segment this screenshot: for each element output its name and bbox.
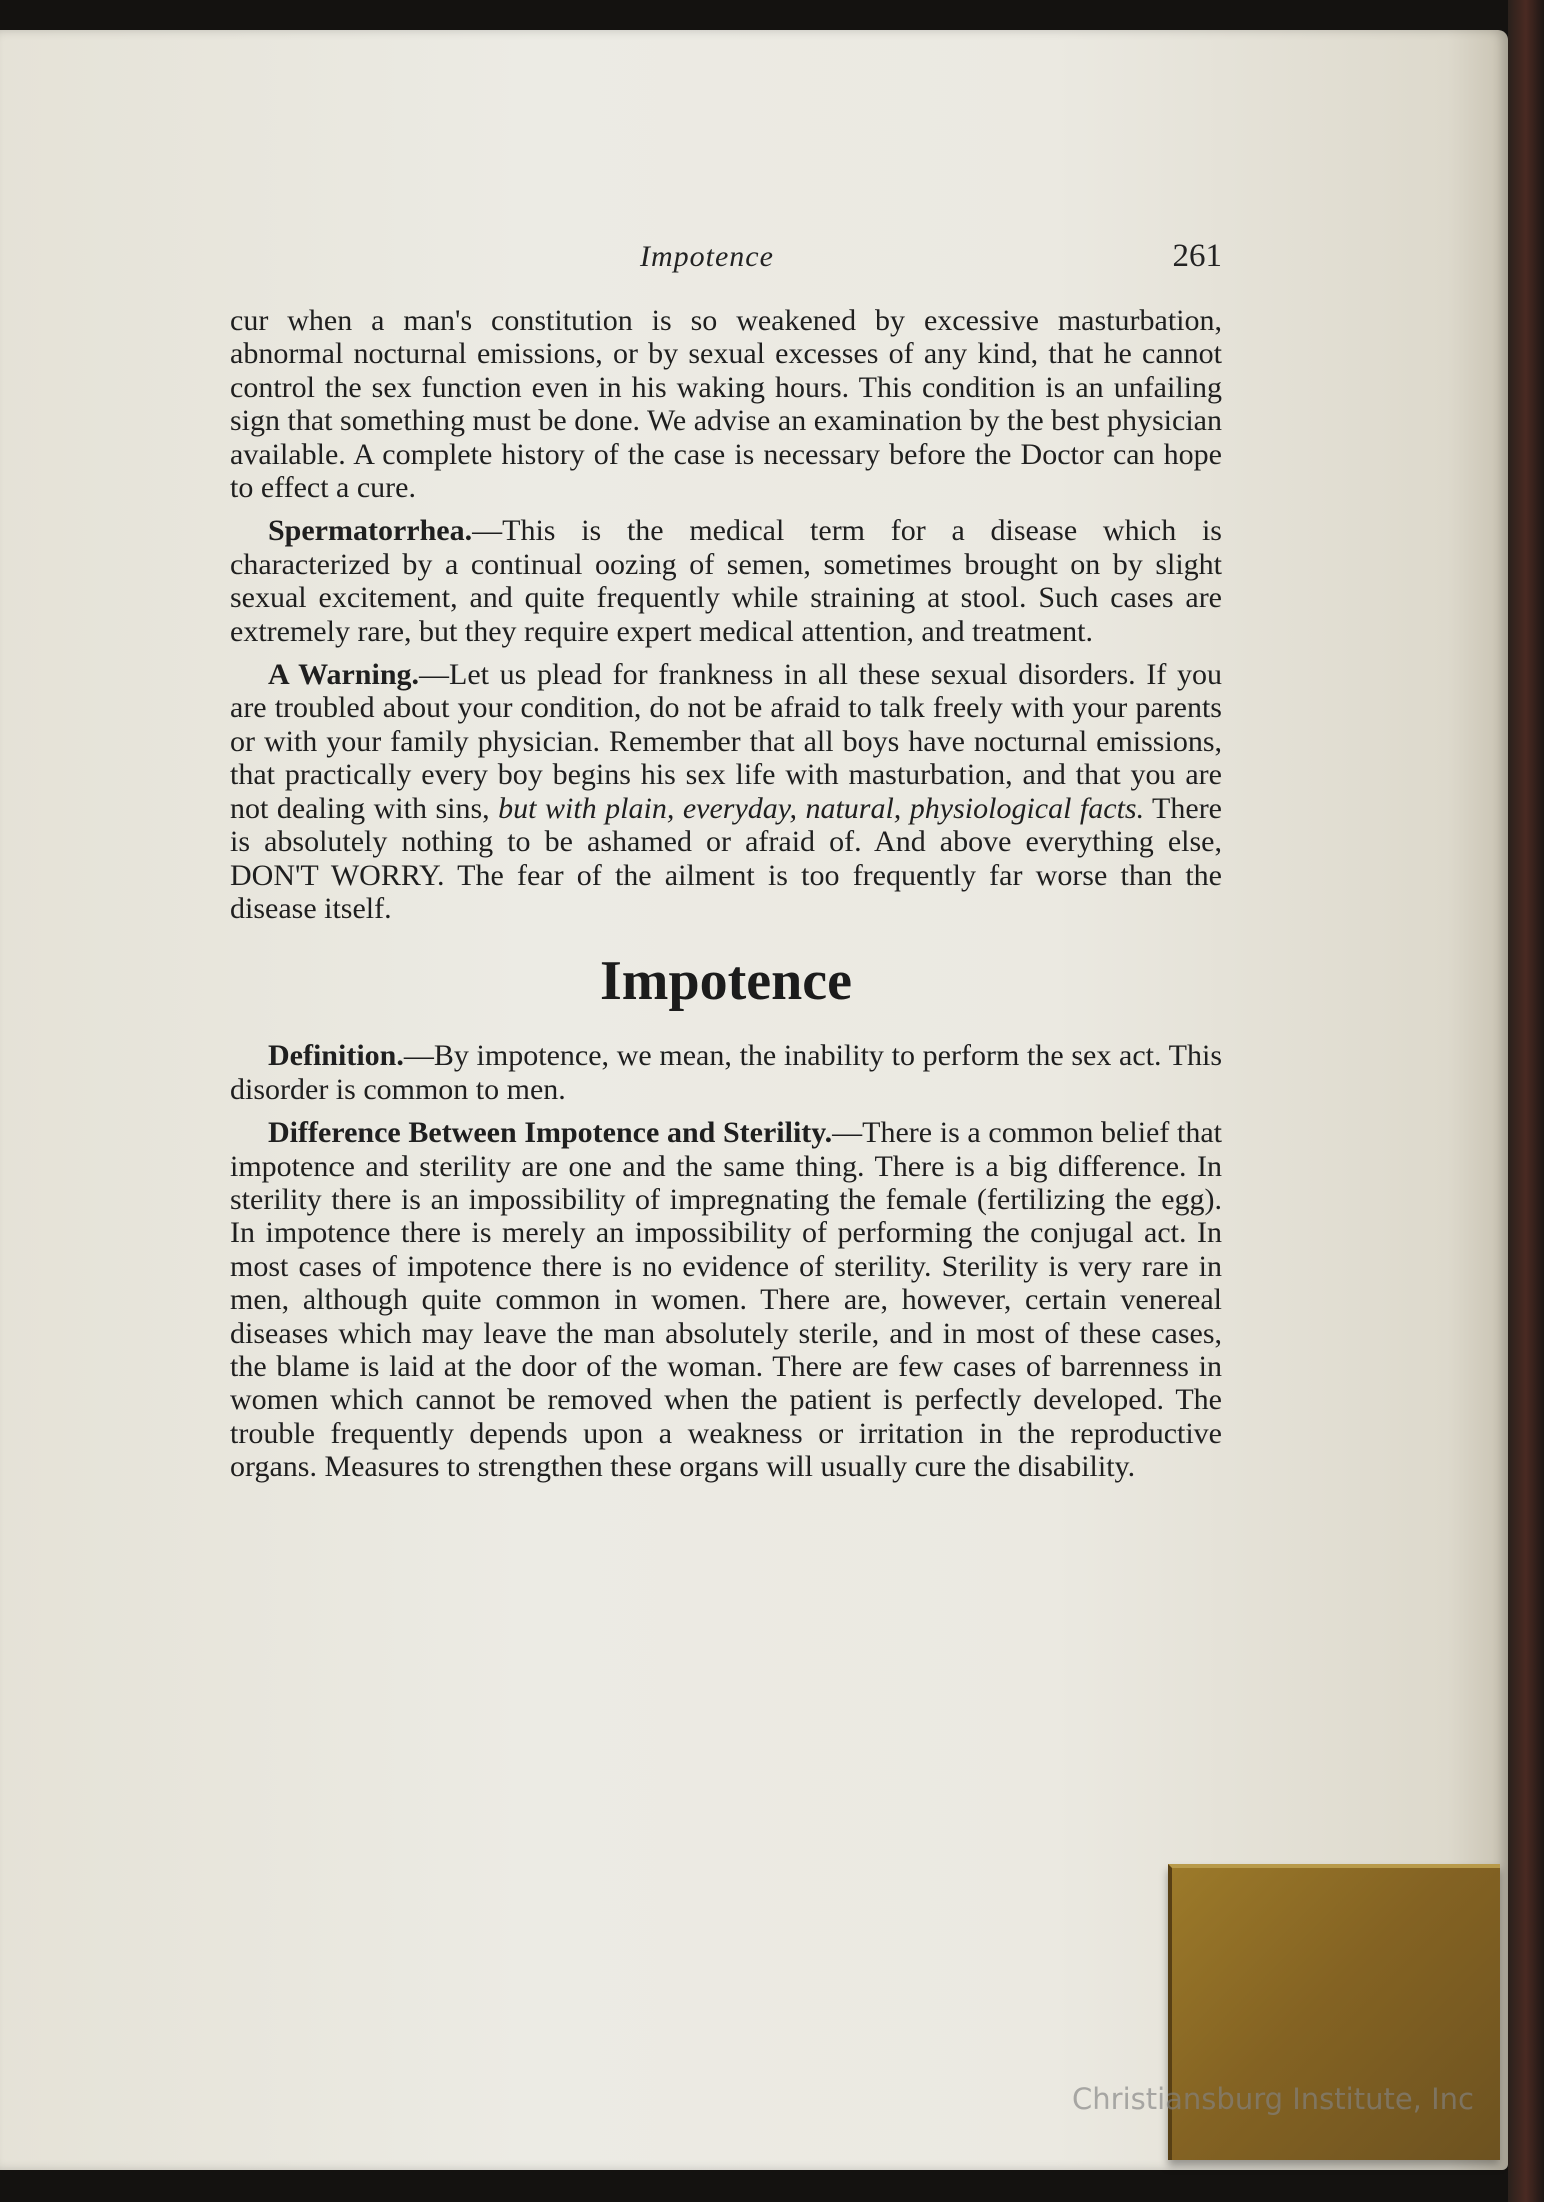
run-in-heading: Spermatorrhea. [268, 514, 473, 548]
section-heading: Impotence [600, 950, 852, 1013]
book-spine [1508, 0, 1544, 2202]
paragraph-text: There is absolutely nothing to be ashamed or afraid of. And above everything else, DON'T WORRY. The fear of the ailment is too frequently far worse than the disease itself. [230, 791, 1222, 925]
watermark: Christiansburg Institute, Inc [1072, 2082, 1474, 2116]
paragraph-text: —There is a common belief that impotence and sterility are one and the same thing. There is a big difference. In sterility there is an impossibility of impregnating the female (fertilizing the egg). In impotence there is merely an impossibility of performing the conjugal act. In most cases of impotence there is no evidence of sterility. Sterility is very rare in men, although quite common in women. There are, however, certain venereal diseases which may leave the man absolutely sterile, and in most of these cases, the blame is laid at the door of the woman. There are few cases of barrenness in women which cannot be removed when the patient is perfectly developed. The trouble frequently depends upon a weakness or irritation in the reproductive organs. Measures to strengthen these organs will usually cure the disability. [230, 1116, 1222, 1484]
running-head [230, 236, 1222, 284]
run-in-heading: A Warning. [268, 658, 420, 692]
paragraph-difference [230, 1116, 1222, 1483]
run-in-heading: Difference Between Impotence and Sterility. [268, 1116, 833, 1150]
paragraph-continuation [230, 304, 1222, 504]
run-in-heading: Definition. [268, 1039, 404, 1073]
running-title: Impotence [640, 240, 774, 273]
paragraph-text: —This is the medical term for a disease which is characterized by a continual oozing of semen, sometimes brought on by slight sexual excitement, and quite frequently while straining at stool. Such cases are extremely rare, but they require expert medical attention, and treatment. [230, 514, 1222, 648]
page-number: 261 [1172, 238, 1222, 274]
paragraph-spermatorrhea [230, 514, 1222, 648]
page-body [230, 304, 1222, 1494]
paragraph-text: —Let us plead for frankness in all these sexual disorders. If you are troubled about your condition, do not be afraid to talk freely with your parents or with your family physician. Remember that all boys have nocturnal emissions, that practically every boy begins his sex life with masturbation, and that you are not dealing with sins, [230, 658, 1222, 825]
paragraph-warning [230, 658, 1222, 925]
paragraph-text: cur when a man's constitution is so weakened by excessive masturbation, abnormal nocturnal emissions, or by sexual excesses of any kind, that he cannot control the sex function even in his waking hours. This condition is an unfailing sign that something must be done. We advise an examination by the best physician available. A complete history of the case is necessary before the Doctor can hope to effect a cure. [230, 304, 1222, 505]
paragraph-definition [230, 1039, 1222, 1106]
italic-phrase: but with plain, everyday, natural, physiological facts. [498, 791, 1145, 825]
paragraph-text: —By impotence, we mean, the inability to perform the sex act. This disorder is common to men. [230, 1039, 1222, 1106]
